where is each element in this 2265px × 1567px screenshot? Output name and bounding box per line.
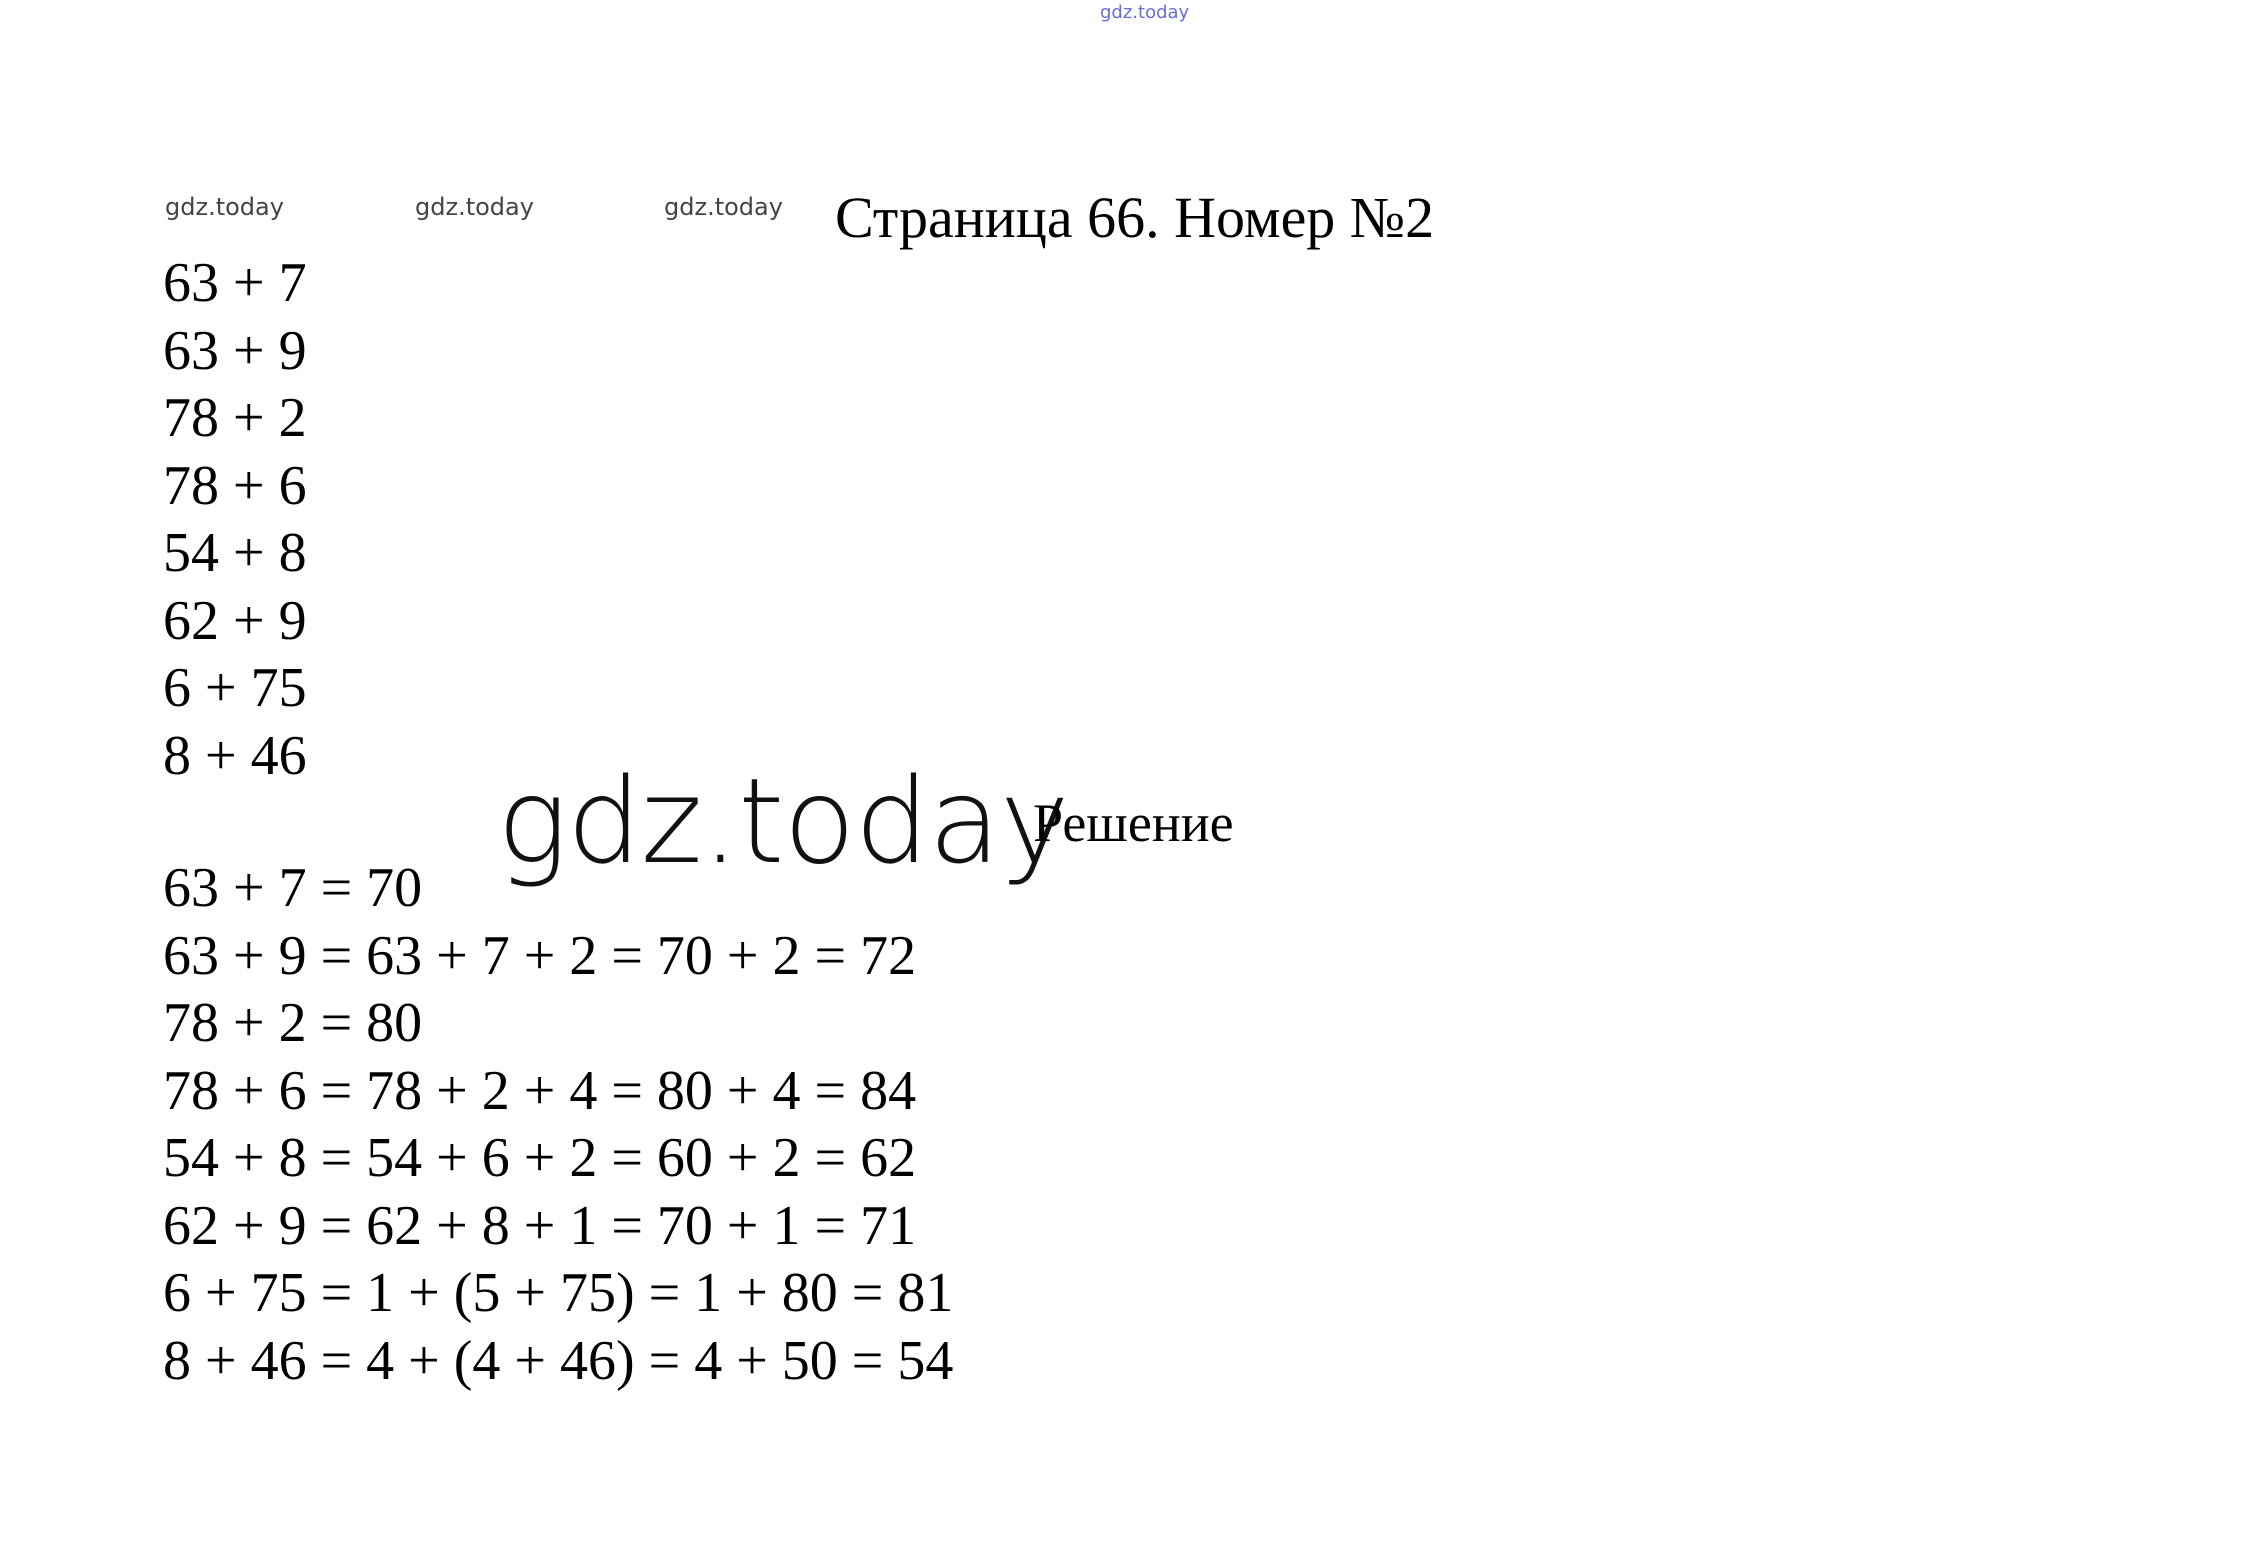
- answer-item: 62 + 9 = 62 + 8 + 1 = 70 + 1 = 71: [163, 1194, 917, 1257]
- answer-item: 78 + 6 = 78 + 2 + 4 = 80 + 4 = 84: [163, 1059, 917, 1122]
- watermark-large: gdz.today: [497, 752, 1069, 890]
- task-item: 6 + 75: [163, 657, 307, 719]
- task-list: [163, 250, 307, 790]
- answer-item: 54 + 8 = 54 + 6 + 2 = 60 + 2 = 62: [163, 1127, 917, 1189]
- task-item: 62 + 9: [163, 589, 307, 652]
- task-item: 54 + 8: [163, 522, 307, 584]
- watermark-small-3: gdz.today: [664, 193, 783, 221]
- answer-item: 78 + 2 = 80: [163, 992, 423, 1054]
- task-item: 8 + 46: [163, 724, 307, 787]
- answer-item: 8 + 46 = 4 + (4 + 46) = 4 + 50 = 54: [163, 1329, 954, 1392]
- task-item: 63 + 9: [163, 319, 307, 382]
- answer-item: 6 + 75 = 1 + (5 + 75) = 1 + 80 = 81: [163, 1262, 954, 1324]
- answer-item: 63 + 9 = 63 + 7 + 2 = 70 + 2 = 72: [163, 924, 917, 987]
- page-title: Страница 66. Номер №2: [835, 185, 1435, 250]
- watermark-small-1: gdz.today: [165, 193, 284, 221]
- task-item: 78 + 6: [163, 454, 307, 517]
- task-item: 63 + 7: [163, 252, 307, 314]
- watermark-top: gdz.today: [1100, 2, 1190, 23]
- answer-item: 63 + 7 = 70: [163, 857, 423, 919]
- answer-list: [163, 855, 953, 1395]
- solution-heading: Решение: [1033, 793, 1234, 853]
- task-item: 78 + 2: [163, 387, 307, 449]
- watermark-small-2: gdz.today: [415, 193, 534, 221]
